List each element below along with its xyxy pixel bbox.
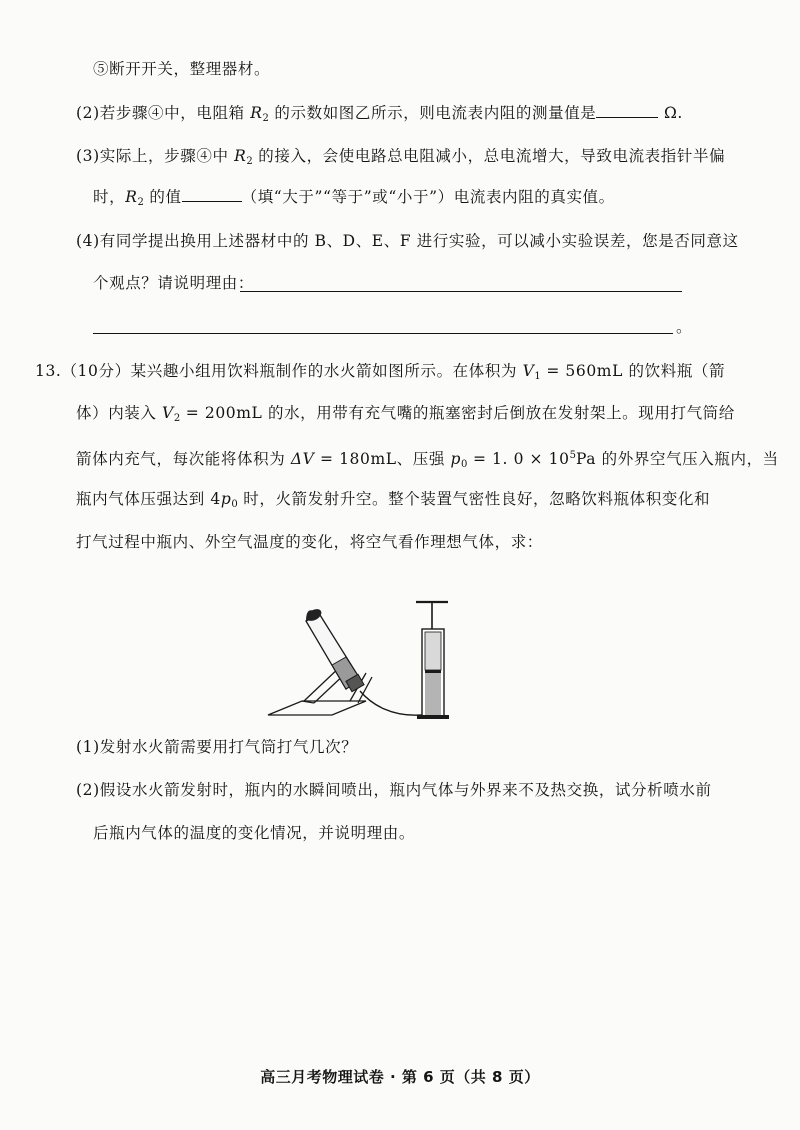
sub-question-1: (1)发射水火箭需要用打气筒打气几次？ bbox=[76, 738, 358, 756]
answer-line-q4-1[interactable] bbox=[240, 291, 682, 292]
water-rocket-figure bbox=[262, 593, 462, 728]
problem-13-line-2: 体）内装入 $V_2 = 200mL$ 的水，用带有充气嘴的瓶塞密封后倒放在发射架上。现用打气筒给 bbox=[76, 404, 735, 424]
question-3-line-1: (3)实际上，步骤④中 $R_2$ 的接入，会使电路总电阻减小，总电流增大，导致电流表指针半偏 bbox=[76, 147, 726, 167]
problem-13-line-5: 打气过程中瓶内、外空气温度的变化，将空气看作理想气体，求： bbox=[76, 533, 543, 551]
rocket-bottle bbox=[305, 607, 364, 692]
problem-13-line-3: 箭体内充气，每次能将体积为 ΔV = 180mL、压强 $p_0 = 1$. $0 \times 10^5Pa$ 的外界空气压入瓶内，当 bbox=[76, 450, 779, 470]
sub-question-2-line-2: 后瓶内气体的温度的变化情况，并说明理由。 bbox=[93, 824, 416, 842]
air-pump bbox=[416, 602, 449, 719]
problem-13-line-4: 瓶内气体压强达到 $4p_0$ 时，火箭发射升空。整个装置气密性良好，忽略饮料瓶体积变化和 bbox=[76, 490, 711, 510]
sub-question-2-line-1: (2)假设水火箭发射时，瓶内的水瞬间喷出，瓶内气体与外界来不及热交换，试分析喷水前 bbox=[76, 781, 712, 799]
answer-line-period: 。 bbox=[676, 318, 693, 336]
answer-blank-q3[interactable] bbox=[182, 187, 242, 202]
question-3-line-2: 时，$R_2$ 的值 （填“大于”“等于”或“小于”）电流表内阻的真实值。 bbox=[93, 188, 615, 208]
step-5: ⑤断开开关，整理器材。 bbox=[93, 60, 271, 78]
air-tube bbox=[360, 691, 422, 715]
problem-13-line-1: 13.（10分）某兴趣小组用饮料瓶制作的水火箭如图所示。在体积为 $V_1 = 560mL$ 的饮料瓶（箭 bbox=[35, 362, 726, 382]
question-4-line-2: 个观点？请说明理由： bbox=[93, 274, 255, 292]
question-2: (2)若步骤④中，电阻箱 $R_2$ 的示数如图乙所示，则电流表内阻的测量值是 Ω. bbox=[76, 104, 683, 124]
page-footer: 高三月考物理试卷 · 第 6 页（共 8 页） bbox=[260, 1068, 540, 1086]
answer-blank-q2[interactable] bbox=[596, 103, 658, 118]
question-4-line-1: (4)有同学提出换用上述器材中的 B、D、E、F 进行实验，可以减小实验误差，您是否同意这 bbox=[76, 232, 739, 250]
answer-line-q4-2[interactable] bbox=[93, 333, 673, 334]
